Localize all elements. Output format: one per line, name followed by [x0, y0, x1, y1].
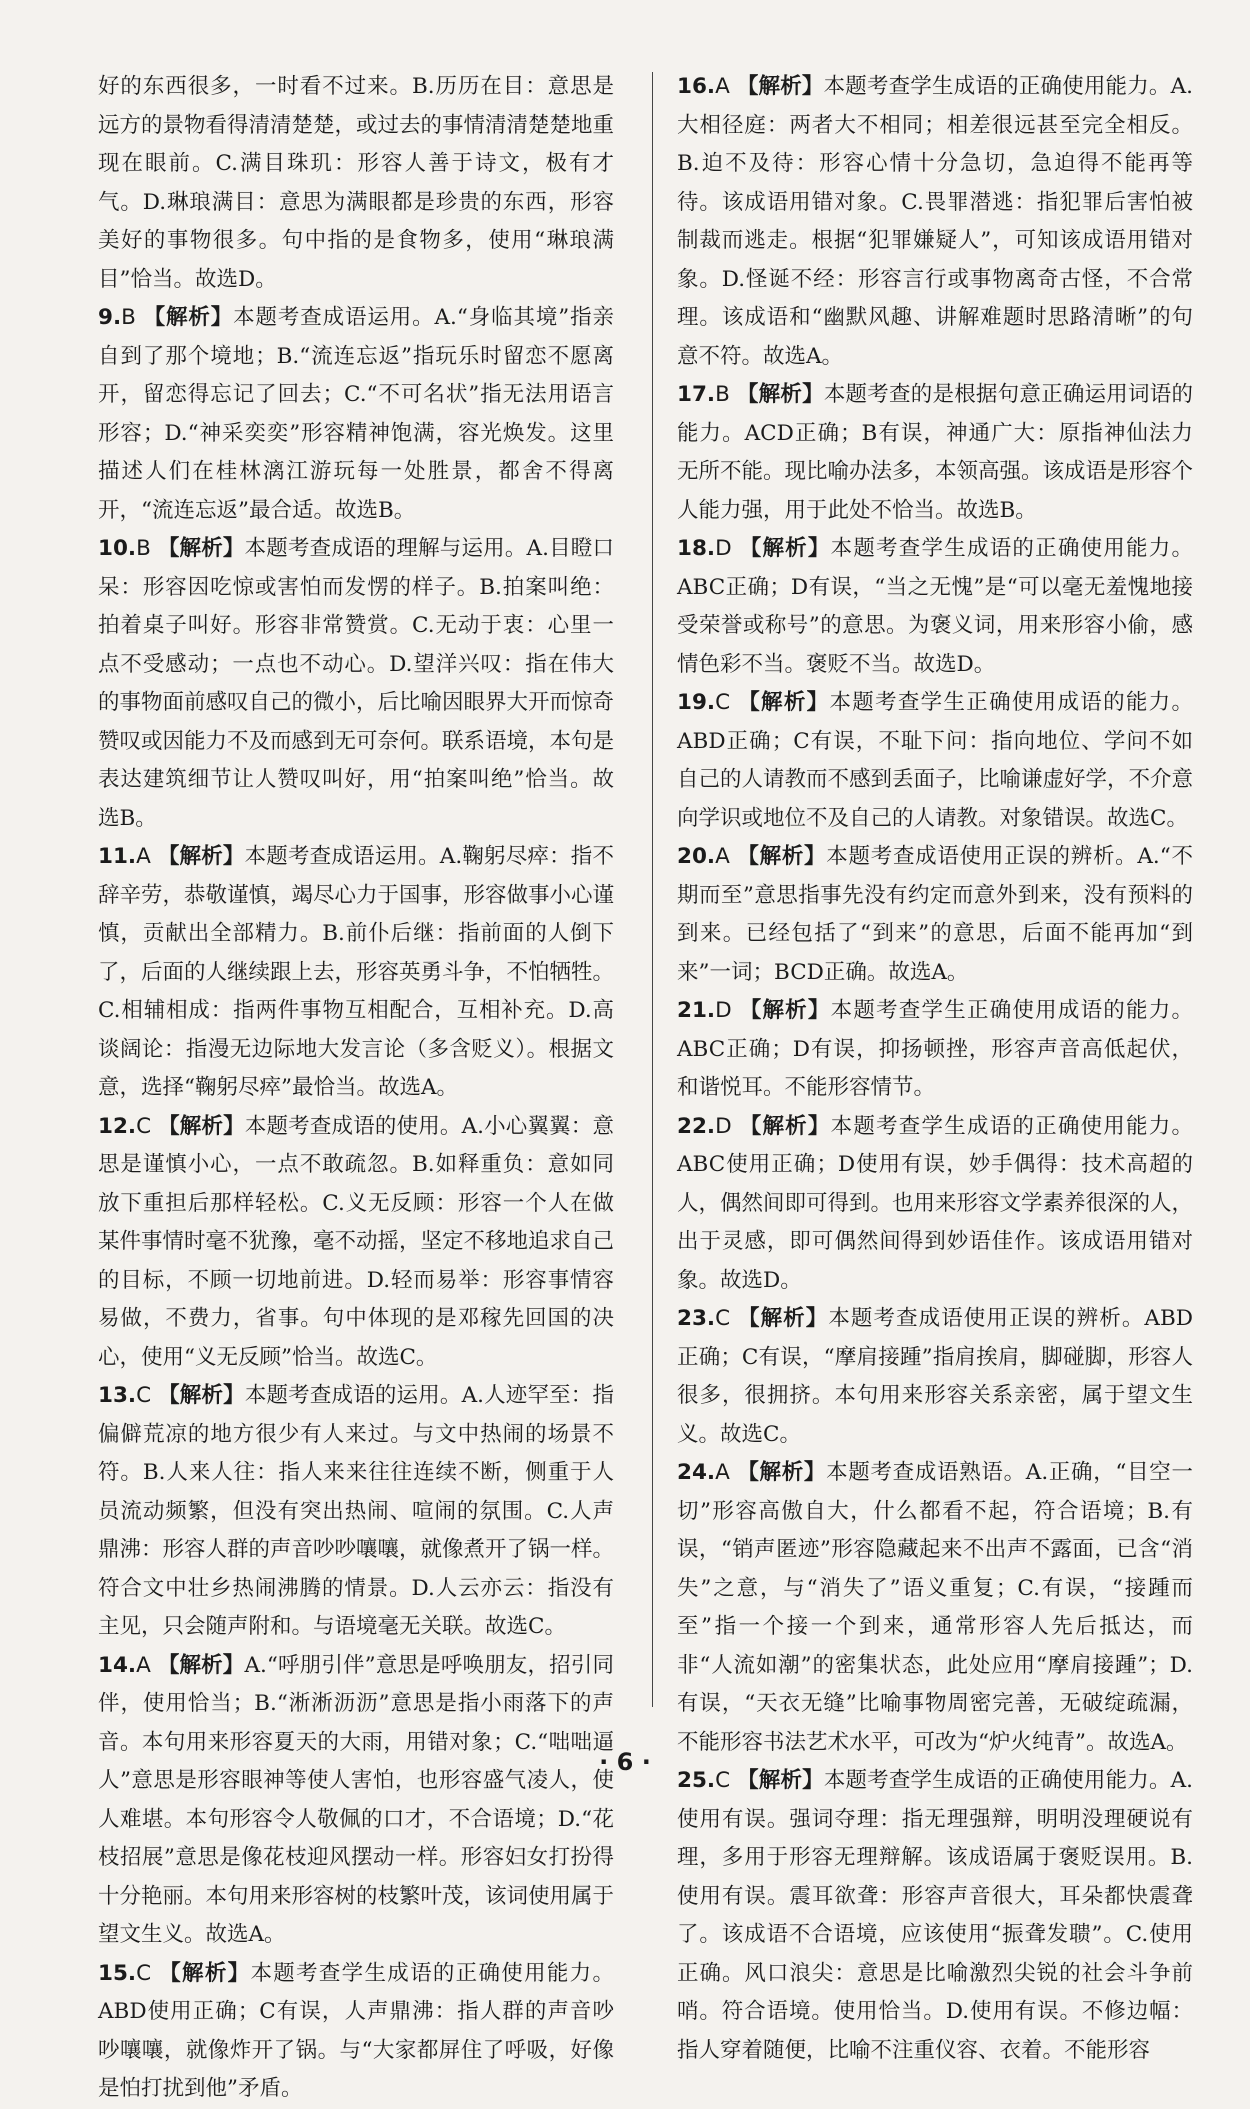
analysis-tag: 【解析】 [739, 998, 831, 1023]
question-number: 14. [98, 1652, 137, 1678]
answer-entry [677, 68, 1193, 376]
explanation-text: 本题考查学生成语的正确使用能力。A.使用有误。强词夺理：指无理强辩，明明没理硬说有理，多用于形容无理辩解。该成语属于褒贬误用。B.使用有误。震耳欲聋：形容声音很大，耳朵都快震聋了。该成语不合语境，应该使用“振聋发聩”。C.使用正确。风口浪尖：意思是比喻激烈尖锐的社会斗争前哨。符合语境。使用恰当。D.使用有误。不修边幅：指人穿着随便，比喻不注重仪容、衣着。不能形容 [677, 1768, 1193, 2063]
explanation-text: 本题考查学生成语的正确使用能力。ABC正确；D有误，“当之无愧”是“可以毫无羞愧地接受荣誉或称号”的意思。为褒义词，用来形容小偷，感情色彩不当。褒贬不当。故选D。 [677, 536, 1193, 677]
answer-letter: A [715, 74, 730, 99]
answer-entry [98, 68, 614, 299]
left-column [98, 68, 614, 2109]
answer-entry [677, 838, 1193, 992]
question-number: 22. [677, 1113, 716, 1139]
question-number: 10. [98, 536, 137, 561]
answer-entry [98, 1647, 614, 1955]
answer-entry [677, 530, 1193, 684]
analysis-tag: 【解析】 [736, 382, 824, 407]
answer-entry [677, 1300, 1193, 1454]
question-number: 17. [677, 382, 716, 407]
answer-letter: A [715, 844, 730, 869]
answer-entry [677, 1762, 1193, 2070]
analysis-tag: 【解析】 [157, 1652, 245, 1678]
analysis-tag: 【解析】 [736, 74, 824, 99]
analysis-tag: 【解析】 [158, 1383, 245, 1408]
question-number: 20. [677, 844, 716, 869]
question-number: 12. [98, 1113, 137, 1139]
explanation-text: 本题考查学生正确使用成语的能力。ABD正确；C有误，不耻下问：指向地位、学问不如自己的人请教而不感到丢面子，比喻谦虚好学，不介意向学识或地位不及自己的人请教。对象错误。故选C。 [677, 690, 1194, 831]
analysis-tag: 【解析】 [739, 536, 831, 561]
explanation-text: 本题考查成语的理解与运用。A.目瞪口呆：形容因吃惊或害怕而发愣的样子。B.拍案叫绝：拍着桌子叫好。形容非常赞赏。C.无动于衷：心里一点不受感动；一点也不动心。D.望洋兴叹：指在伟大的事物面前感叹自己的微小，后比喻因眼界大开而惊奇赞叹或因能力不及而感到无可奈何。联系语境，本句是表达建筑细节让人赞叹叫好，用“拍案叫绝”恰当。故选B。 [98, 536, 615, 831]
analysis-tag: 【解析】 [737, 1768, 824, 1793]
answer-letter: D [715, 1113, 732, 1139]
analysis-tag: 【解析】 [143, 305, 234, 330]
explanation-text: 本题考查成语的使用。A.小心翼翼：意思是谨慎小心，一点不敢疏忽。B.如释重负：意如同放下重担后那样轻松。C.义无反顾：形容一个人在做某件事情时毫不犹豫，毫不动摇，坚定不移地追求自己的目标，不顾一切地前进。D.轻而易举：形容事情容易做，不费力，省事。句中体现的是邓稼先回国的决心，使用“义无反顾”恰当。故选C。 [98, 1113, 615, 1370]
answer-letter: B [121, 305, 136, 330]
analysis-tag: 【解析】 [157, 536, 245, 561]
question-number: 13. [98, 1383, 137, 1408]
question-number: 9. [98, 305, 122, 330]
question-number: 16. [677, 74, 716, 99]
answer-entry [98, 1955, 614, 2109]
question-number: 11. [98, 844, 137, 869]
explanation-text: 本题考查学生成语的正确使用能力。A.大相径庭：两者大不相同；相差很远甚至完全相反。B.迫不及待：形容心情十分急切，急迫得不能再等待。该成语用错对象。C.畏罪潜逃：指犯罪后害怕被制裁而逃走。根据“犯罪嫌疑人”，可知该成语用错对象。D.怪诞不经：形容言行或事物离奇古怪，不合常理。该成语和“幽默风趣、讲解难题时思路清晰”的句意不符。故选A。 [677, 74, 1193, 369]
question-number: 23. [677, 1306, 716, 1331]
answer-letter: B [715, 382, 730, 407]
answer-entry [677, 992, 1193, 1108]
answer-entry [677, 1454, 1193, 1762]
answer-letter: C [715, 690, 731, 715]
answer-letter: A [136, 844, 151, 869]
page-number: · 6 · [599, 1748, 651, 1776]
explanation-text: 本题考查的是根据句意正确运用词语的能力。ACD正确；B有误，神通广大：原指神仙法力无所不能。现比喻办法多，本领高强。该成语是形容个人能力强，用于此处不恰当。故选B。 [677, 382, 1194, 523]
column-divider [652, 72, 653, 1707]
analysis-tag: 【解析】 [737, 844, 827, 869]
answer-letter: C [136, 1960, 152, 1986]
question-number: 25. [677, 1768, 716, 1793]
explanation-text: 本题考查成语运用。A.鞠躬尽瘁：指不辞辛劳，恭敬谨慎，竭尽心力于国事，形容做事小心谨慎，贡献出全部精力。B.前仆后继：指前面的人倒下了，后面的人继续跟上去，形容英勇斗争，不怕牺牲。C.相辅相成：指两件事物互相配合，互相补充。D.高谈阔论：指漫无边际地大发言论（多含贬义）。根据文意，选择“鞠躬尽瘁”最恰当。故选A。 [98, 844, 615, 1100]
answer-letter: A [136, 1652, 151, 1678]
analysis-tag: 【解析】 [157, 844, 245, 869]
answer-entry [98, 1377, 614, 1647]
analysis-tag: 【解析】 [738, 690, 830, 715]
explanation-text: 本题考查学生成语的正确使用能力。ABD使用正确；C有误，人声鼎沸：指人群的声音吵吵嚷嚷，就像炸开了锅。与“大家都屏住了呼吸，好像是怕打扰到他”矛盾。 [98, 1960, 614, 2101]
explanation-text: A.“呼朋引伴”意思是呼唤朋友，招引同伴，使用恰当；B.“淅淅沥沥”意思是指小雨落下的声音。本句用来形容夏天的大雨，用错对象；C.“咄咄逼人”意思是形容眼神等使人害怕，也形容盛气凌人，使人难堪。本句形容令人敬佩的口才，不合语境；D.“花枝招展”意思是像花枝迎风摆动一样。形容妇女打扮得十分艳丽。本句用来形容树的枝繁叶茂，该词使用属于望文生义。故选A。 [98, 1652, 615, 1947]
explanation-text: 本题考查成语的运用。A.人迹罕至：指偏僻荒凉的地方很少有人来过。与文中热闹的场景不符。B.人来人往：指人来来往往连续不断，侧重于人员流动频繁，但没有突出热闹、喧闹的氛围。C.人声鼎沸：形容人群的声音吵吵嚷嚷，就像煮开了锅一样。符合文中壮乡热闹沸腾的情景。D.人云亦云：指没有主见，只会随声附和。与语境毫无关联。故选C。 [98, 1383, 615, 1639]
question-number: 18. [677, 536, 716, 561]
explanation-text: 本题考查成语熟语。A.正确，“目空一切”形容高傲自大，什么都看不起，符合语境；B.有误，“销声匿迹”形容隐藏起来不出声不露面，已含“消失”之意，与“消失了”语义重复；C.有误，“接踵而至”指一个接一个到来，通常形容人先后抵达，而非“人流如潮”的密集状态，此处应用“摩肩接踵”；D.有误，“天衣无缝”比喻事物周密完善，无破绽疏漏，不能形容书法艺术水平，可改为“炉火纯青”。故选A。 [677, 1460, 1193, 1755]
answer-letter: C [715, 1306, 731, 1331]
answer-letter: B [136, 536, 151, 561]
analysis-tag: 【解析】 [739, 1113, 831, 1139]
question-number: 21. [677, 998, 716, 1023]
explanation-text: 本题考查成语运用。A.“身临其境”指亲自到了那个境地；B.“流连忘返”指玩乐时留恋不愿离开，留恋得忘记了回去；C.“不可名状”指无法用语言形容；D.“神采奕奕”形容精神饱满，容光焕发。这里描述人们在桂林漓江游玩每一处胜景，都舍不得离开，“流连忘返”最合适。故选B。 [98, 305, 614, 523]
question-number: 19. [677, 690, 716, 715]
analysis-tag: 【解析】 [738, 1306, 829, 1331]
answer-letter: C [715, 1768, 731, 1793]
answer-letter: A [715, 1460, 730, 1485]
answer-entry [677, 376, 1193, 530]
answer-entry [98, 1108, 614, 1378]
answer-entry [677, 684, 1193, 838]
question-number: 15. [98, 1960, 137, 1986]
answer-letter: D [715, 998, 732, 1023]
answer-entry [98, 838, 614, 1108]
explanation-text: 本题考查学生成语的正确使用能力。ABC使用正确；D使用有误，妙手偶得：技术高超的人，偶然间即可得到。也用来形容文学素养很深的人，出于灵感，即可偶然间得到妙语佳作。该成语用错对象。故选D。 [677, 1113, 1194, 1293]
answer-entry [98, 530, 614, 838]
explanation-text: 好的东西很多，一时看不过来。B.历历在目：意思是远方的景物看得清清楚楚，或过去的事情清清楚楚地重现在眼前。C.满目珠玑：形容人善于诗文，极有才气。D.琳琅满目：意思为满眼都是珍贵的东西，形容美好的事物很多。句中指的是食物多，使用“琳琅满目”恰当。故选D。 [98, 74, 615, 292]
answer-letter: C [136, 1383, 152, 1408]
explanation-text: 本题考查成语使用正误的辨析。A.“不期而至”意思指事先没有约定而意外到来，没有预料的到来。已经包括了“到来”的意思，后面不能再加“到来”一词；BCD正确。故选A。 [677, 844, 1193, 985]
answer-letter: C [136, 1113, 152, 1139]
analysis-tag: 【解析】 [737, 1460, 827, 1485]
question-number: 24. [677, 1460, 716, 1485]
answer-entry [677, 1108, 1193, 1301]
analysis-tag: 【解析】 [158, 1113, 245, 1139]
analysis-tag: 【解析】 [159, 1960, 251, 1986]
answer-letter: D [715, 536, 732, 561]
explanation-text: 本题考查学生正确使用成语的能力。ABC正确；D有误，抑扬顿挫，形容声音高低起伏，和谐悦耳。不能形容情节。 [677, 998, 1193, 1100]
explanation-text: 本题考查成语使用正误的辨析。ABD正确；C有误，“摩肩接踵”指肩挨肩，脚碰脚，形容人很多，很拥挤。本句用来形容关系亲密，属于望文生义。故选C。 [677, 1306, 1193, 1447]
answer-entry [98, 299, 614, 530]
